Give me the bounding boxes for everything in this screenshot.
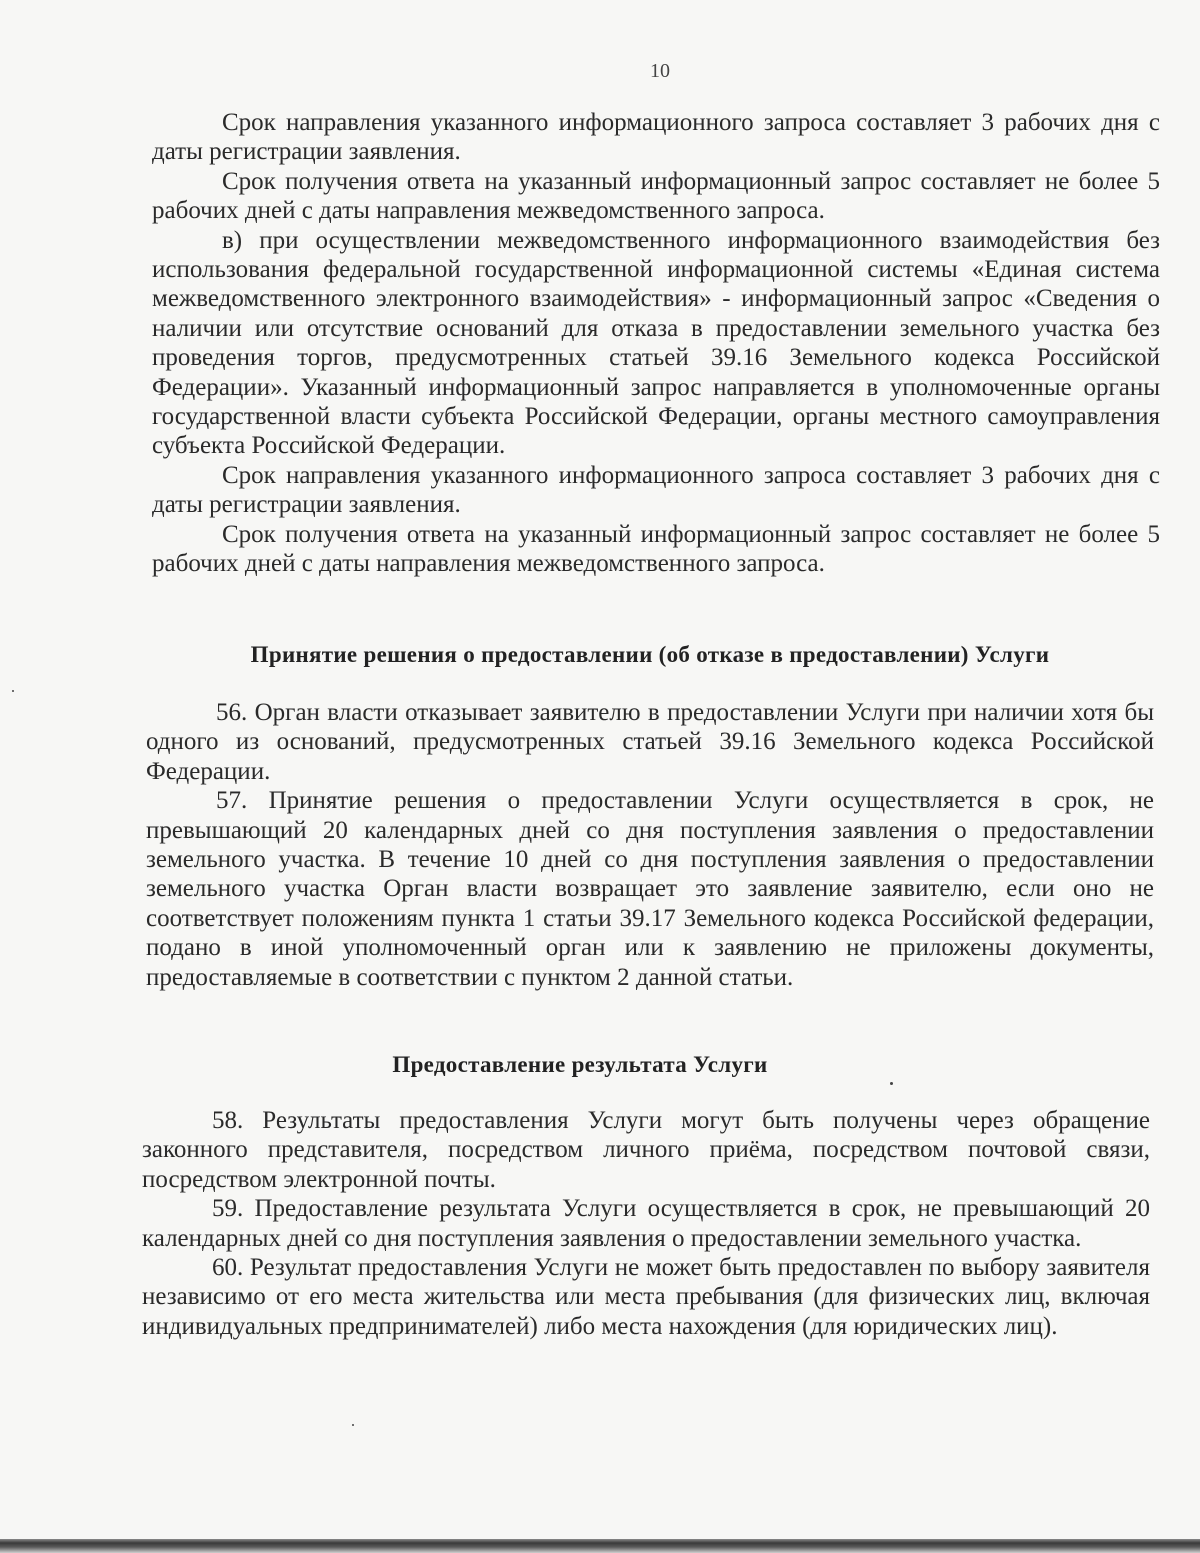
section-heading-decision: Принятие решения о предоставлении (об отказе в предоставлении) Услуги — [250, 642, 1050, 667]
page-number: 10 — [650, 60, 670, 82]
section-heading-result: Предоставление результата Услуги — [392, 1052, 768, 1077]
scan-bottom-edge — [0, 1539, 1200, 1553]
scan-speck — [352, 1424, 354, 1426]
paragraph: Срок направления указанного информационного запроса составляет 3 рабочих дня с даты регистрации заявления. — [152, 461, 1160, 519]
paragraph: в) при осуществлении межведомственного информационного взаимодействия без использования федеральной государственной информационной системы «Единая система межведомственного электронного взаимодействия» - информационный запрос «Сведения о наличии или отсутствие оснований для отказа в предоставлении земельного участка без проведения торгов, предусмотренных статьей 39.16 Земельного кодекса Российской Федерации». Указанный информационный запрос направляется в уполномоченные органы государственной власти субъекта Российской Федерации, органы местного самоуправления субъекта Российской Федерации. — [152, 226, 1160, 460]
paragraph-56: 56. Орган власти отказывает заявителю в предоставлении Услуги при наличии хотя бы одного из оснований, предусмотренных статьей 39.16 Земельного кодекса Российской Федерации. — [146, 699, 1154, 785]
scan-speck — [12, 690, 14, 692]
paragraph-60: 60. Результат предоставления Услуги не может быть предоставлен по выбору заявителя независимо от его места жительства или места пребывания (для физических лиц, включая индивидуальных предпринимателей) либо места нахождения (для юридических лиц). — [142, 1254, 1150, 1340]
paragraph: Срок направления указанного информационного запроса составляет 3 рабочих дня с даты регистрации заявления. — [152, 109, 1160, 166]
section-decision — [146, 698, 1154, 992]
section-interagency-request — [152, 108, 1160, 579]
paragraph: Срок получения ответа на указанный информационный запрос составляет не более 5 рабочих дней с даты направления межведомственного запроса. — [152, 520, 1160, 578]
paragraph-59: 59. Предоставление результата Услуги осуществляется в срок, не превышающий 20 календарных дней со дня поступления заявления о предоставлении земельного участка. — [142, 1195, 1150, 1252]
paragraph-57: 57. Принятие решения о предоставлении Услуги осуществляется в срок, не превышающий 20 календарных дней со дня поступления заявления о предоставлении земельного участка. В течение 10 дней со дня поступления заявления о предоставлении земельного участка Орган власти возвращает это заявление заявителю, если оно не соответствует положениям пункта 1 статьи 39.17 Земельного кодекса Российской федерации, подано в иной уполномоченный орган или к заявлению не приложены документы, предоставляемые в соответствии с пунктом 2 данной статьи. — [146, 787, 1154, 991]
scan-speck — [890, 1082, 893, 1085]
section-result — [142, 1106, 1150, 1341]
paragraph: Срок получения ответа на указанный информационный запрос составляет не более 5 рабочих дней с даты направления межведомственного запроса. — [152, 167, 1160, 225]
paragraph-58: 58. Результаты предоставления Услуги могут быть получены через обращение законного представителя, посредством личного приёма, посредством почтовой связи, посредством электронной почты. — [142, 1107, 1150, 1193]
